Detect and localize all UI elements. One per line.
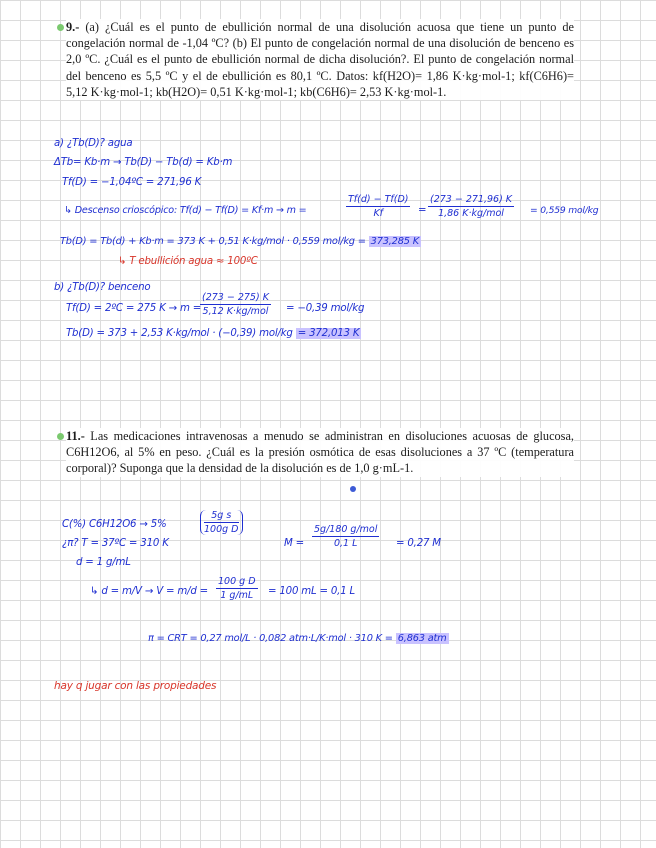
sol11-final-result: 6,863 atm: [397, 633, 447, 644]
fraction-denominator: 1 g/mL: [220, 590, 254, 601]
sol11-line1-fraction: [200, 510, 243, 535]
sol9-b-final-result: = 372,013 K: [297, 328, 360, 339]
sol9-b-molality-result: = −0,39 mol/kg: [286, 303, 365, 314]
problem-11-text: Las medicaciones intravenosas a menudo se administran en disoluciones acuosas de glucosa, C6H12O6, al 5% en peso. ¿Cuál es la presión osmótica de esas disoluciones a 37 ºC (temperatura corporal)? Suponga que la densidad de la disolución es de 1,0 g·mL-1.: [66, 429, 574, 476]
fraction-numerator: (273 − 275) K: [202, 292, 269, 303]
sol11-line4-fraction: [216, 576, 258, 601]
footer-note: hay q jugar con las propiedades: [54, 680, 217, 692]
sol9-b-fraction: [200, 292, 271, 317]
bullet-dot: [57, 24, 64, 31]
sol11-line2: ¿π? T = 37ºC = 310 K: [62, 538, 169, 549]
sol9-a-note: ↳ T ebullición agua ≈ 100ºC: [118, 256, 258, 267]
sol9-a-line2: Tf(D) = −1,04ºC = 271,96 K: [62, 177, 202, 188]
sol9-a-fraction2: [428, 194, 514, 219]
sol11-molarity-result: = 0,27 M: [396, 538, 441, 549]
fraction-numerator: 5g/180 g/mol: [314, 524, 378, 535]
problem-11-number: 11.-: [66, 429, 85, 443]
fraction-numerator: 100 g D: [218, 576, 256, 587]
sol9-b-line1: Tf(D) = 2ºC = 275 K → m =: [66, 303, 202, 314]
sol9-a-fraction1: [346, 194, 410, 219]
bullet-dot: [57, 433, 64, 440]
sol11-molarity-fraction: [312, 524, 379, 549]
sol9-a-molality-result: = 0,559 mol/kg: [530, 205, 599, 216]
sol11-line4-result: = 100 mL = 0,1 L: [268, 586, 355, 597]
fraction-numerator: (273 − 271,96) K: [430, 194, 513, 205]
fraction-denominator: 1,86 K·kg/mol: [438, 208, 504, 219]
fraction-denominator: 100g D: [204, 524, 239, 535]
fraction-denominator: 0,1 L: [333, 538, 358, 549]
sol9-a-line3: ↳ Descenso crioscópico: Tf(d) − Tf(D) = Kf·m → m =: [64, 205, 307, 216]
sol9-a-line4-text: Tb(D) = Tb(d) + Kb·m = 373 K + 0,51 K·kg/mol · 0,559 mol/kg =: [60, 236, 366, 247]
sol9-a-equals: =: [418, 205, 427, 216]
fraction-denominator: Kf: [373, 208, 384, 219]
cursor-dot: [350, 486, 356, 492]
problem-9-number: 9.-: [66, 20, 80, 34]
sol9-b-line2-text: Tb(D) = 373 + 2,53 K·kg/mol · (−0,39) mol/kg: [66, 328, 293, 339]
fraction-denominator: 5,12 K·kg/mol: [202, 306, 269, 317]
sol11-osmotic-text: π = CRT = 0,27 mol/L · 0,082 atm·L/K·mol · 310 K =: [148, 633, 393, 644]
sol9-b-heading: b) ¿Tb(D)? benceno: [54, 282, 151, 293]
sol11-molarity-label: M =: [284, 538, 304, 549]
fraction-numerator: Tf(d) − Tf(D): [348, 194, 409, 205]
sol9-a-line1: ΔTb= Kb·m → Tb(D) − Tb(d) = Kb·m: [54, 157, 233, 168]
sol9-a-final-result: 373,285 K: [370, 236, 419, 247]
sol9-a-line4: [60, 236, 421, 247]
sol9-a-heading: a) ¿Tb(D)? agua: [54, 138, 133, 149]
sol11-osmotic-pressure: [148, 633, 449, 644]
problem-9-statement: [66, 19, 574, 100]
problem-11-statement: [66, 428, 574, 477]
sol11-line3: d = 1 g/mL: [76, 557, 131, 568]
problem-9-text: (a) ¿Cuál es el punto de ebullición normal de una disolución acuosa que tiene un punto de congelación normal de -1,04 ºC? (b) El punto de congelación normal de una disolución de benceno es 2,0 ºC. ¿Cuál es el punto de ebullición normal de dicha disolución?. El punto de congelación normal del benceno es 5,5 ºC y el de ebullición es 80,1 ºC. Datos: kf(H2O)= 1,86 K·kg·mol-1; kf(C6H6)= 5,12 K·kg·mol-1; kb(H2O)= 0,51 K·kg·mol-1; kb(C6H6)= 2,53 K·kg·mol-1.: [66, 20, 574, 99]
sol11-line1: C(%) C6H12O6 → 5%: [62, 519, 167, 530]
sol9-b-line2: [66, 328, 361, 339]
sol11-line4: ↳ d = m/V → V = m/d =: [90, 586, 208, 597]
fraction-numerator: 5g s: [204, 510, 239, 523]
